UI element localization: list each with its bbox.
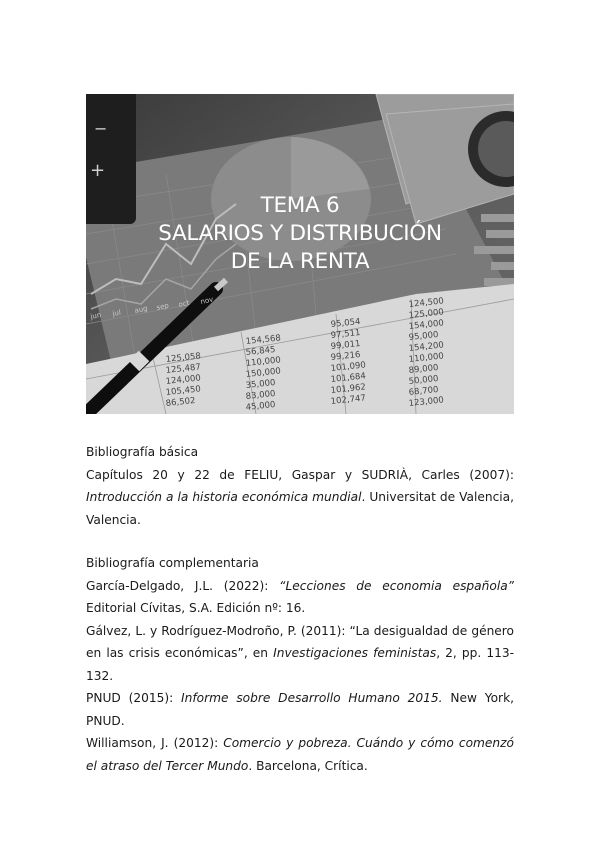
cover-table-number: 101,962 [330, 382, 367, 396]
cover-table-number: 35,000 [245, 377, 276, 391]
cover-table-number: 154,568 [245, 333, 282, 347]
entry-author: Gálvez, L. y Rodríguez-Modroño, P. (2011): “La desigualdad de género en las crisis económicas”, en [86, 623, 514, 660]
entry-title: “Lecciones de economia española” [279, 578, 514, 593]
complementary-entry-4 [86, 732, 514, 777]
cover-table-number: 123,000 [408, 395, 445, 409]
cover-table-number: 56,845 [245, 344, 276, 358]
cover-table-number: 95,000 [408, 329, 439, 343]
cover-title-line-3: DE LA RENTA [230, 249, 370, 274]
cover-table-number: 50,000 [408, 373, 439, 387]
entry-publisher: . Barcelona, Crítica. [248, 758, 368, 773]
cover-table-number: 124,500 [408, 296, 445, 310]
cover-title-line-1: TEMA 6 [260, 193, 340, 218]
cover-table-number: 97,511 [330, 327, 361, 341]
cover-table-number: 110,000 [245, 355, 282, 369]
basic-bibliography-heading: Bibliografía básica [86, 445, 199, 459]
basic-entry-title: Introducción a la historia económica mundial [86, 490, 362, 504]
cover-table-number: 83,000 [245, 388, 276, 402]
complementary-entry-3 [86, 687, 514, 732]
entry-publisher: , 2, pp. 113-132. [86, 646, 515, 683]
complementary-entry-2 [86, 620, 514, 688]
entry-publisher: New York, PNUD. [86, 691, 514, 728]
cover-table-number: 99,216 [330, 349, 361, 363]
entry-author: García-Delgado, J.L. (2022): [86, 578, 280, 593]
svg-text:+: + [90, 160, 106, 181]
basic-entry [86, 464, 514, 532]
entry-author: PNUD (2015): [86, 691, 182, 705]
cover-table-number: 95,054 [330, 316, 361, 330]
cover-table-number: 150,000 [245, 366, 282, 380]
cover-table-number: 154,000 [408, 318, 445, 332]
cover-month-label: aug [133, 304, 149, 315]
svg-text:−: − [94, 119, 108, 138]
cover-table-number: 105,450 [165, 384, 202, 398]
cover-table-number: 124,000 [165, 373, 202, 387]
basic-entry-publisher: . Universitat de Valencia, Valencia. [86, 490, 515, 527]
entry-author: Williamson, J. (2012): [86, 736, 224, 750]
cover-month-label: jun [89, 310, 103, 321]
entry-title: Investigaciones feministas [273, 646, 437, 660]
complementary-bibliography-heading: Bibliografía complementaria [86, 556, 259, 570]
cover-month-label: sep [155, 301, 170, 312]
cover-table-number: 45,000 [245, 399, 276, 413]
cover-table-number: 101,090 [330, 360, 367, 374]
basic-entry-author: Capítulos 20 y 22 de FELIU, Gaspar y SUDRIÀ, Carles (2007): [86, 467, 514, 482]
cover-table-number: 99,011 [330, 338, 361, 352]
complementary-entry-1 [86, 575, 514, 620]
cover-title-line-2: SALARIOS Y DISTRIBUCIÓN [158, 221, 442, 246]
entry-title: Informe sobre Desarrollo Humano 2015. [181, 691, 443, 705]
cover-table-number: 125,058 [165, 351, 202, 365]
cover-table-number: 68,700 [408, 384, 439, 398]
cover-month-label: oct [177, 298, 191, 309]
entry-publisher: Editorial Cívitas, S.A. Edición nº: 16. [86, 601, 306, 615]
cover-image [86, 94, 514, 414]
cover-title [86, 192, 514, 276]
cover-table-number: 89,000 [408, 362, 439, 376]
entry-title: Comercio y pobreza. Cuándo y cómo comenzó el atraso del Tercer Mundo [86, 736, 515, 773]
cover-month-label: jul [111, 308, 122, 318]
cover-month-label: nov [199, 295, 215, 306]
cover-table-number: 102,747 [330, 393, 367, 407]
cover-table-number: 110,000 [408, 351, 445, 365]
cover-table-number: 86,502 [165, 395, 196, 409]
cover-table-number: 154,200 [408, 340, 445, 354]
cover-table-number: 125,000 [408, 307, 445, 321]
cover-table-number: 125,487 [165, 362, 202, 376]
complementary-bibliography [86, 552, 514, 777]
cover-table-number: 101,684 [330, 371, 367, 385]
basic-bibliography [86, 441, 514, 531]
